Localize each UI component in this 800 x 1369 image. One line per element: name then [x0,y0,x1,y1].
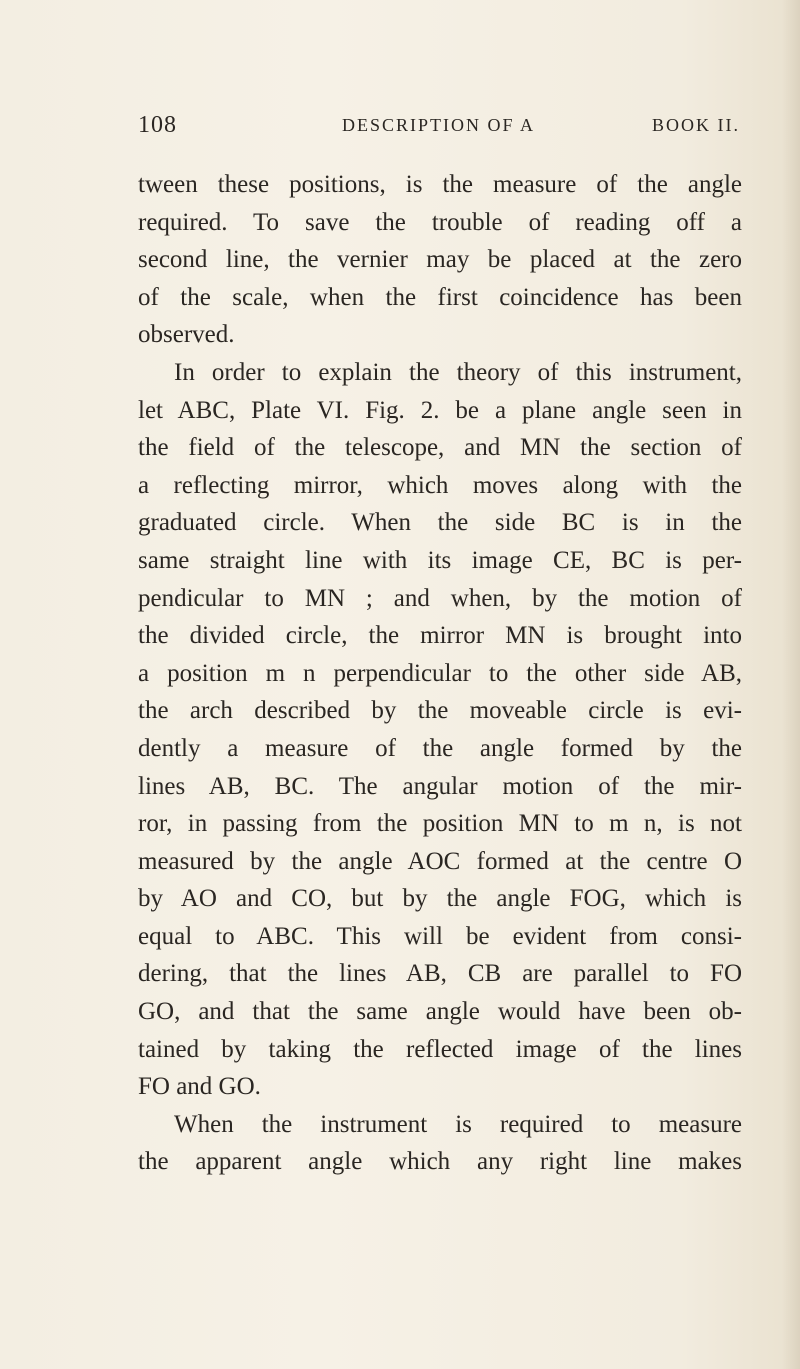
text-line: observed. [138,321,235,349]
text-line: When the instrument is required to measure [174,1110,742,1138]
text-line: of the scale, when the first coincidence has been [138,283,742,311]
body-text [138,166,742,1181]
page-number: 108 [138,112,177,138]
text-line: let ABC, Plate VI. Fig. 2. be a plane angle seen in [138,396,742,424]
text-line: dering, that the lines AB, CB are parallel to FO [138,960,742,988]
text-line: tween these positions, is the measure of the angle [138,171,742,198]
text-line: the field of the telescope, and MN the section of [138,434,742,462]
text-line: equal to ABC. This will be evident from consi- [138,922,742,950]
text-line: graduated circle. When the side BC is in the [138,509,742,537]
text-line: a position m n perpendicular to the other side AB, [138,659,742,687]
text-line: tained by taking the reflected image of the lines [138,1035,742,1063]
text-line: same straight line with its image CE, BC is per- [138,546,742,574]
book-label: BOOK II. [652,115,740,135]
text-line: FO and GO. [138,1073,261,1101]
text-line: GO, and that the same angle would have been ob- [138,998,742,1026]
running-header [138,112,740,142]
text-line: In order to explain the theory of this instrument, [174,358,742,386]
text-line: pendicular to MN ; and when, by the motion of [138,584,742,612]
text-line: lines AB, BC. The angular motion of the mir- [138,772,742,800]
text-line: the apparent angle which any right line makes [138,1148,742,1176]
text-line: the arch described by the moveable circle is evi- [138,697,742,725]
text-line: the divided circle, the mirror MN is brought into [138,622,742,650]
page-edge-shadow [782,0,800,1369]
text-line: dently a measure of the angle formed by the [138,734,742,762]
text-line: required. To save the trouble of reading off a [138,208,742,236]
text-line: by AO and CO, but by the angle FOG, which is [138,885,742,913]
text-line: second line, the vernier may be placed at the zero [138,246,742,274]
text-line: ror, in passing from the position MN to m n, is not [138,810,742,838]
text-line: measured by the angle AOC formed at the centre O [138,847,742,875]
text-line: a reflecting mirror, which moves along with the [138,471,742,499]
running-title: DESCRIPTION OF A [342,115,536,135]
